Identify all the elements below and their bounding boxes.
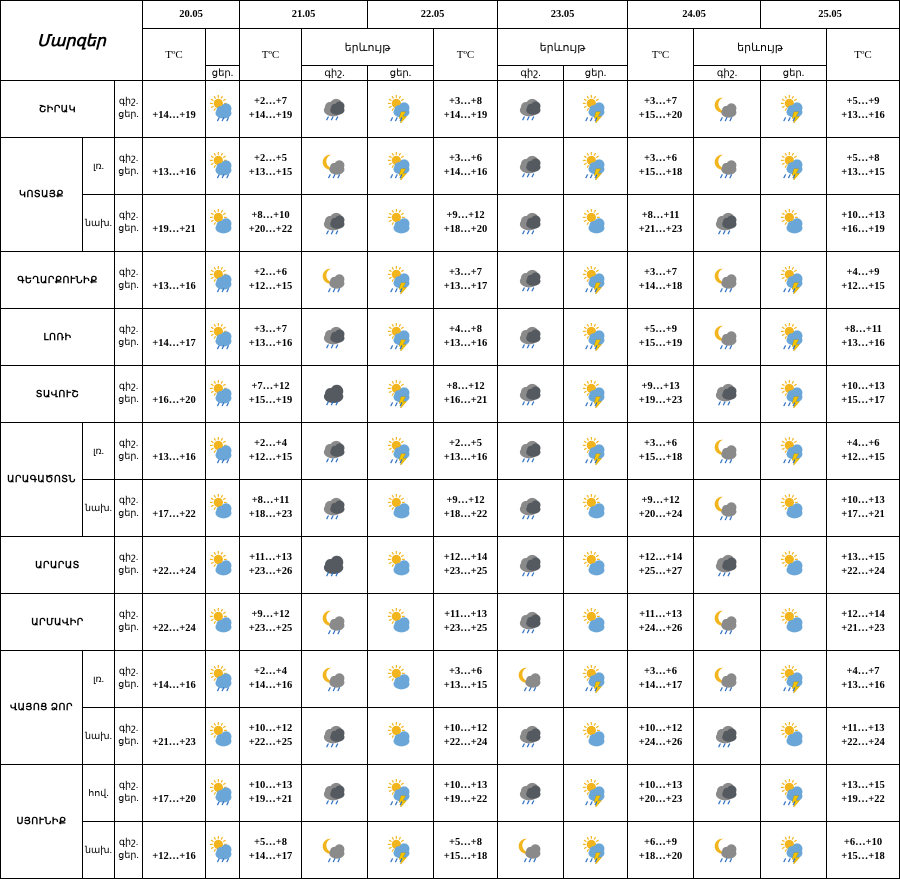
region-name: ԿՈՏԱՅՔ [1,138,83,252]
forecast-body [1,81,900,879]
weather-moon-cloud-icon [694,252,761,309]
weather-sun-rain-icon [206,651,240,708]
weather-cloud-rain-icon [694,195,761,252]
weather-sun-rain-icon [206,309,240,366]
weather-sun-rain-icon [206,138,240,195]
period-label: գիշ. ցեր. [115,765,143,822]
subregion-label: նախ. [83,480,115,537]
weather-sun-storm-icon [761,138,827,195]
temp-value: +5…+8 +14…+17 [240,822,302,879]
weather-cloud-rain-icon [498,423,564,480]
temp-value: +3…+6 +15…+18 [628,423,694,480]
temp-value: +5…+9 +15…+19 [628,309,694,366]
table-row [1,537,900,594]
date-header: 22.05 [368,1,498,29]
weather-sun-storm-icon [368,309,434,366]
region-name: ԱՐԱԳԱԾՈՏՆ [1,423,83,537]
weather-cloud-rain-icon [498,480,564,537]
temp-value: +17…+22 [143,480,206,537]
weather-sun-storm-icon [761,822,827,879]
weather-moon-cloud-icon [302,594,368,651]
temp-value: +10…+12 +22…+25 [240,708,302,765]
temp-header: TºC [827,29,900,81]
temp-value: +3…+7 +15…+20 [628,81,694,138]
day-subheader: ցեր. [368,66,434,81]
table-row [1,594,900,651]
temp-value: +10…+13 +15…+17 [827,366,900,423]
subregion-label: լռ. [83,138,115,195]
period-label: գիշ. ցեր. [115,138,143,195]
weather-sun-storm-icon [368,366,434,423]
temp-value: +19…+21 [143,195,206,252]
weather-sun-cloud-icon [564,537,628,594]
weather-cloud-rain-icon [694,537,761,594]
weather-sun-cloud-icon [564,480,628,537]
temp-value: +22…+24 [143,594,206,651]
phen-header-empty [206,29,240,66]
temp-value: +3…+7 +13…+16 [240,309,302,366]
temp-value: +7…+12 +15…+19 [240,366,302,423]
weather-moon-cloud-icon [694,480,761,537]
subregion-label: լռ. [83,423,115,480]
weather-sun-cloud-icon [368,594,434,651]
date-header: 23.05 [498,1,628,29]
temp-value: +3…+7 +13…+17 [434,252,498,309]
temp-value: +14…+17 [143,309,206,366]
table-row [1,708,900,765]
night-subheader: գիշ. [498,66,564,81]
table-row [1,195,900,252]
phen-header: երևույթ [498,29,628,66]
temp-value: +4…+6 +12…+15 [827,423,900,480]
phen-header: երևույթ [302,29,434,66]
table-row [1,309,900,366]
temp-value: +10…+12 +24…+26 [628,708,694,765]
weather-moon-cloud-icon [302,252,368,309]
phen-header: երևույթ [694,29,827,66]
temp-value: +6…+10 +15…+18 [827,822,900,879]
weather-sun-cloud-icon [368,537,434,594]
table-row [1,651,900,708]
table-row [1,81,900,138]
temp-header: TºC [240,29,302,81]
weather-sun-rain-icon [206,765,240,822]
temp-value: +3…+6 +14…+17 [628,651,694,708]
period-label: գիշ. ցեր. [115,708,143,765]
weather-moon-cloud-icon [694,651,761,708]
weather-sun-storm-icon [761,81,827,138]
subregion-label: հով. [83,765,115,822]
temp-value: +11…+13 +24…+26 [628,594,694,651]
weather-moon-cloud-icon [302,822,368,879]
weather-sun-cloud-icon [368,651,434,708]
table-row [1,765,900,822]
weather-sun-cloud-icon [368,480,434,537]
temp-value: +16…+20 [143,366,206,423]
temp-value: +13…+16 [143,138,206,195]
weather-sun-storm-icon [761,309,827,366]
temp-value: +3…+6 +15…+18 [628,138,694,195]
weather-cloud-rain-icon [302,81,368,138]
weather-sun-storm-icon [564,138,628,195]
temp-value: +10…+13 +19…+22 [434,765,498,822]
weather-sun-cloud-icon [564,195,628,252]
weather-moon-cloud-icon [694,309,761,366]
region-name: ԳԵՂԱՐՔՈՒՆԻՔ [1,252,115,309]
weather-sun-storm-icon [564,822,628,879]
temp-value: +6…+9 +18…+20 [628,822,694,879]
period-label: գիշ. ցեր. [115,195,143,252]
temp-value: +14…+16 [143,651,206,708]
date-header: 20.05 [143,1,240,29]
weather-sun-cloud-icon [206,480,240,537]
period-label: գիշ. ցեր. [115,366,143,423]
weather-cloud-rain-icon [694,708,761,765]
weather-sun-storm-icon [368,765,434,822]
weather-moon-cloud-icon [694,138,761,195]
weather-sun-cloud-icon [761,480,827,537]
table-row [1,366,900,423]
weather-cloud-rain-icon [498,537,564,594]
weather-sun-storm-icon [761,252,827,309]
temp-value: +2…+7 +14…+19 [240,81,302,138]
temp-value: +3…+8 +14…+19 [434,81,498,138]
weather-moon-cloud-icon [498,822,564,879]
weather-sun-storm-icon [564,309,628,366]
weather-moon-cloud-icon [694,81,761,138]
weather-cloud-rain-icon [498,138,564,195]
period-label: գիշ. ցեր. [115,480,143,537]
temp-value: +2…+6 +12…+15 [240,252,302,309]
weather-sun-storm-icon [564,81,628,138]
weather-moon-cloud-icon [694,594,761,651]
temp-value: +12…+14 +21…+23 [827,594,900,651]
region-name: ՏԱՎՈՒՇ [1,366,115,423]
period-label: գիշ. ցեր. [115,594,143,651]
temp-value: +12…+14 +23…+25 [434,537,498,594]
weather-sun-storm-icon [564,651,628,708]
weather-cloud-rain-icon [302,309,368,366]
temp-value: +13…+15 +19…+22 [827,765,900,822]
temp-value: +10…+13 +17…+21 [827,480,900,537]
date-header: 21.05 [240,1,368,29]
table-row [1,480,900,537]
night-subheader: գիշ. [694,66,761,81]
period-label: գիշ. ցեր. [115,651,143,708]
temp-value: +9…+13 +19…+23 [628,366,694,423]
weather-sun-cloud-icon [761,708,827,765]
weather-sun-cloud-icon [206,594,240,651]
weather-sun-storm-icon [368,252,434,309]
temp-value: +8…+12 +16…+21 [434,366,498,423]
temp-value: +11…+13 +23…+25 [434,594,498,651]
weather-sun-rain-icon [206,822,240,879]
subregion-label: նախ. [83,708,115,765]
weather-sun-cloud-icon [368,708,434,765]
temp-value: +5…+9 +13…+16 [827,81,900,138]
temp-value: +11…+13 +23…+26 [240,537,302,594]
period-label: գիշ. ցեր. [115,423,143,480]
weather-sun-storm-icon [368,423,434,480]
weather-moon-cloud-icon [498,651,564,708]
weather-sun-cloud-icon [761,195,827,252]
temp-value: +10…+13 +19…+21 [240,765,302,822]
temp-value: +10…+13 +20…+23 [628,765,694,822]
temp-value: +4…+7 +13…+16 [827,651,900,708]
subregion-label: լռ. [83,651,115,708]
weather-cloud-rain-icon [694,765,761,822]
weather-cloud-rain-icon [498,195,564,252]
weather-cloud-rain-icon [498,594,564,651]
weather-moon-cloud-icon [694,822,761,879]
subregion-label: նախ. [83,822,115,879]
weather-cloud-rain-icon [498,309,564,366]
temp-value: +3…+6 +13…+15 [434,651,498,708]
temp-value: +8…+10 +20…+22 [240,195,302,252]
temp-value: +5…+8 +13…+15 [827,138,900,195]
regions-header: Մարզեր [1,1,143,81]
temp-value: +22…+24 [143,537,206,594]
temp-value: +13…+16 [143,423,206,480]
temp-value: +2…+5 +13…+15 [240,138,302,195]
temp-value: +9…+12 +23…+25 [240,594,302,651]
temp-value: +8…+11 +18…+23 [240,480,302,537]
weather-sun-storm-icon [564,423,628,480]
weather-cloud-dark-icon [302,537,368,594]
weather-sun-cloud-icon [761,594,827,651]
weather-cloud-dark-icon [302,366,368,423]
weather-cloud-rain-icon [498,252,564,309]
day-subheader: ցեր. [564,66,628,81]
table-row [1,423,900,480]
table-row [1,822,900,879]
weather-sun-cloud-icon [368,195,434,252]
weather-sun-rain-icon [206,252,240,309]
region-name: ԼՈՌԻ [1,309,115,366]
temp-value: +14…+19 [143,81,206,138]
region-name: ԱՐԱՐԱՏ [1,537,115,594]
period-label: գիշ. ցեր. [115,81,143,138]
period-label: գիշ. ցեր. [115,252,143,309]
weather-sun-storm-icon [564,765,628,822]
temp-value: +13…+15 +22…+24 [827,537,900,594]
weather-cloud-rain-icon [498,765,564,822]
weather-cloud-rain-icon [498,81,564,138]
table-row [1,138,900,195]
weather-sun-storm-icon [368,138,434,195]
date-header: 25.05 [761,1,900,29]
weather-moon-cloud-icon [302,651,368,708]
temp-value: +4…+8 +13…+16 [434,309,498,366]
temp-value: +17…+20 [143,765,206,822]
temp-header: TºC [628,29,694,81]
weather-sun-storm-icon [564,252,628,309]
region-name: ԱՐՄԱՎԻՐ [1,594,115,651]
weather-cloud-rain-icon [498,366,564,423]
weather-sun-cloud-icon [206,537,240,594]
weather-cloud-rain-icon [302,480,368,537]
weather-sun-cloud-icon [564,594,628,651]
temp-value: +12…+16 [143,822,206,879]
weather-sun-cloud-icon [761,537,827,594]
weather-cloud-rain-icon [302,195,368,252]
period-label: գիշ. ցեր. [115,309,143,366]
weather-cloud-rain-icon [302,765,368,822]
temp-value: +3…+6 +14…+16 [434,138,498,195]
temp-value: +8…+11 +21…+23 [628,195,694,252]
weather-sun-storm-icon [368,81,434,138]
weather-sun-storm-icon [761,366,827,423]
weather-sun-storm-icon [368,822,434,879]
weather-sun-storm-icon [761,651,827,708]
temp-value: +10…+12 +22…+24 [434,708,498,765]
temp-value: +9…+12 +18…+22 [434,480,498,537]
period-label: գիշ. ցեր. [115,537,143,594]
temp-value: +2…+4 +14…+16 [240,651,302,708]
weather-sun-rain-icon [206,366,240,423]
temp-value: +4…+9 +12…+15 [827,252,900,309]
weather-sun-rain-icon [206,81,240,138]
temp-value: +11…+13 +22…+24 [827,708,900,765]
day-subheader: ցեր. [206,66,240,81]
temp-value: +2…+5 +13…+16 [434,423,498,480]
weather-cloud-rain-icon [302,423,368,480]
temp-value: +2…+4 +12…+15 [240,423,302,480]
temp-value: +13…+16 [143,252,206,309]
temp-value: +10…+13 +16…+19 [827,195,900,252]
night-subheader: գիշ. [302,66,368,81]
weather-sun-storm-icon [761,765,827,822]
weather-cloud-rain-icon [694,366,761,423]
date-header: 24.05 [628,1,761,29]
temp-value: +8…+11 +13…+16 [827,309,900,366]
weather-sun-storm-icon [761,423,827,480]
weather-sun-storm-icon [564,366,628,423]
period-label: գիշ. ցեր. [115,822,143,879]
weather-sun-cloud-icon [206,708,240,765]
temp-header: TºC [434,29,498,81]
weather-sun-cloud-icon [206,195,240,252]
weather-moon-cloud-icon [694,423,761,480]
temp-value: +9…+12 +20…+24 [628,480,694,537]
weather-sun-rain-icon [206,423,240,480]
temp-value: +3…+7 +14…+18 [628,252,694,309]
region-name: ՎԱՅՈՑ ՁՈՐ [1,651,83,765]
region-name: ՍՅՈՒՆԻՔ [1,765,83,879]
temp-value: +12…+14 +25…+27 [628,537,694,594]
temp-value: +21…+23 [143,708,206,765]
temp-header: TºC [143,29,206,81]
weather-moon-cloud-icon [302,138,368,195]
weather-sun-cloud-icon [564,708,628,765]
table-row [1,252,900,309]
region-name: ՇԻՐԱԿ [1,81,115,138]
weather-cloud-rain-icon [302,708,368,765]
temp-value: +5…+8 +15…+18 [434,822,498,879]
day-subheader: ցեր. [761,66,827,81]
weather-cloud-rain-icon [498,708,564,765]
temp-value: +9…+12 +18…+20 [434,195,498,252]
subregion-label: նախ. [83,195,115,252]
